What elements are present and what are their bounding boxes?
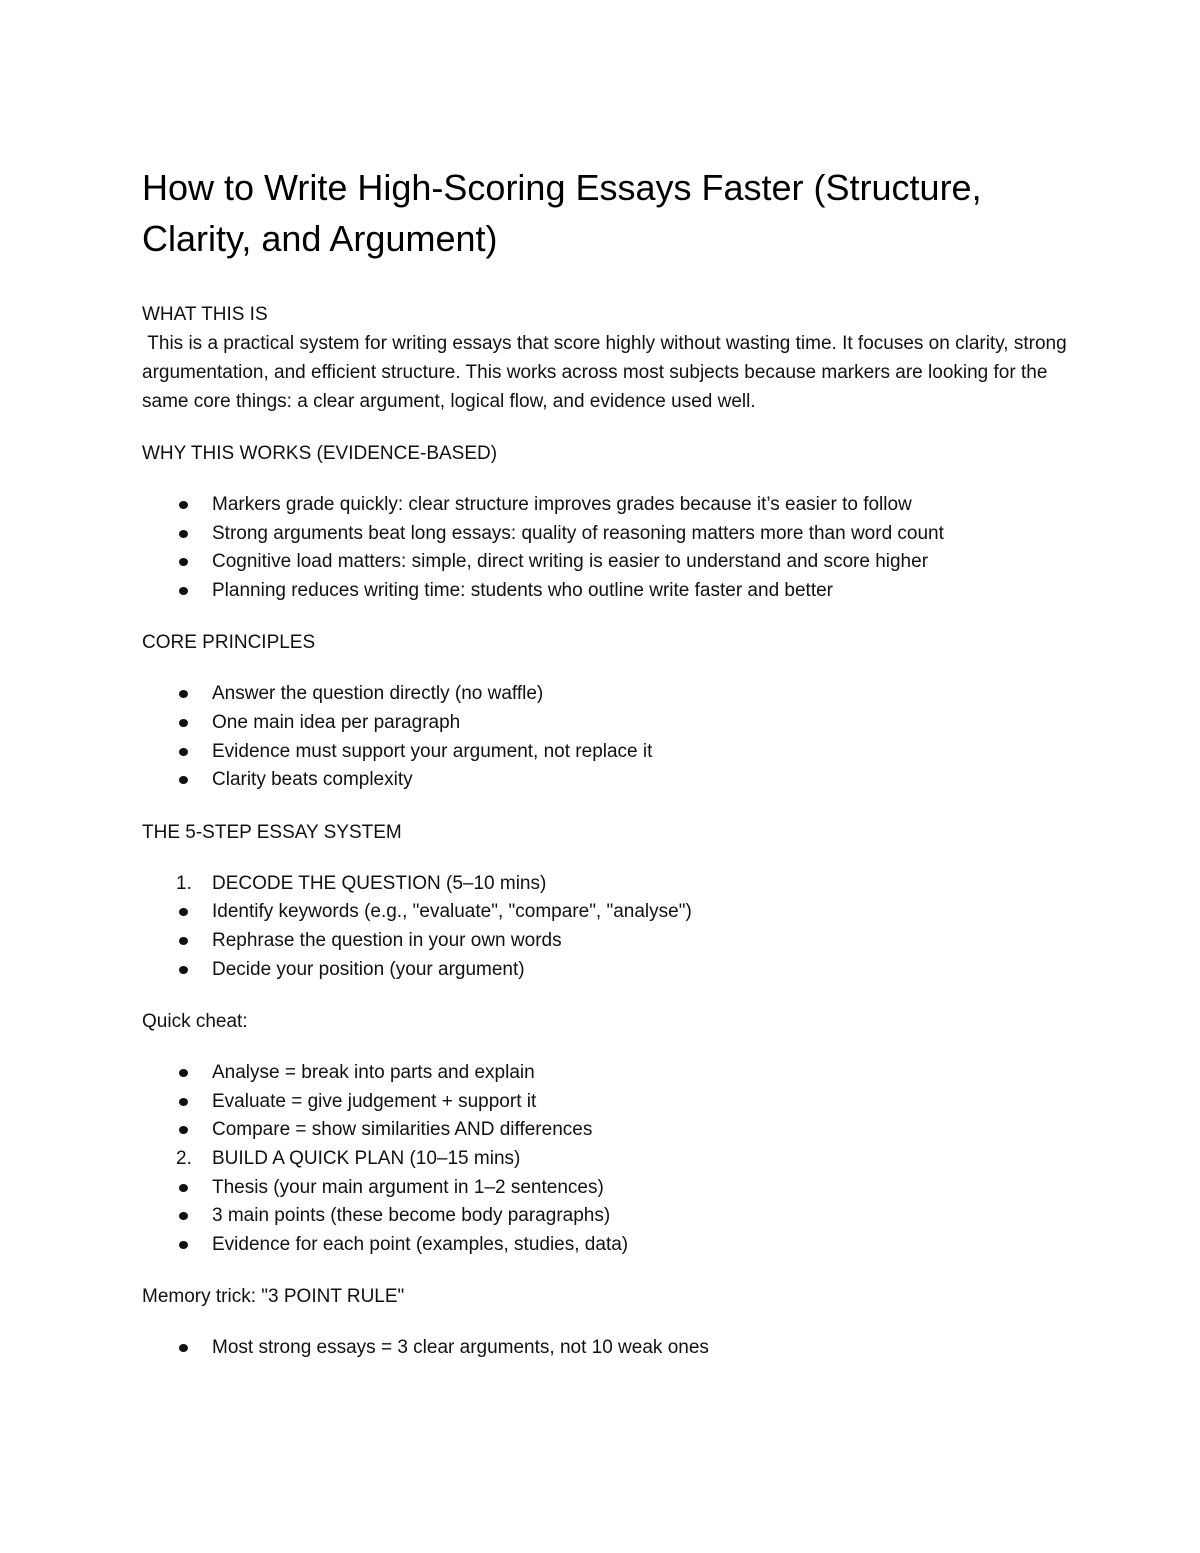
list-item: Analyse = break into parts and explain <box>142 1059 1072 1088</box>
bullet-icon <box>179 908 188 916</box>
step-number: 2. <box>176 1147 192 1169</box>
list-item: Evidence must support your argument, not replace it <box>142 738 1072 767</box>
bullet-icon <box>179 1069 188 1077</box>
bullet-icon <box>179 1212 188 1220</box>
list-item: Planning reduces writing time: students who outline write faster and better <box>142 577 1072 606</box>
why-this-works-list <box>142 491 1072 605</box>
list-item: Decide your position (your argument) <box>142 956 1072 985</box>
numbered-step-one: 1. DECODE THE QUESTION (5–10 mins) <box>142 870 1072 899</box>
list-item: One main idea per paragraph <box>142 709 1072 738</box>
list-item: Compare = show similarities AND differences <box>142 1116 1072 1145</box>
what-this-is-body: This is a practical system for writing essays that score highly without wasting time. It focuses on clarity, strong argumentation, and efficient structure. This works across most subjects because markers are looking for the same core things: a clear argument, logical flow, and evidence used well. <box>142 333 1072 412</box>
document-page <box>142 162 1072 1363</box>
bullet-icon <box>179 719 188 727</box>
why-this-works-heading: WHY THIS WORKS (EVIDENCE-BASED) <box>142 443 498 464</box>
document-title: How to Write High-Scoring Essays Faster (Structure, Clarity, and Argument) <box>142 167 982 259</box>
bullet-icon <box>179 1126 188 1134</box>
list-item: Strong arguments beat long essays: quality of reasoning matters more than word count <box>142 520 1072 549</box>
list-item: Identify keywords (e.g., "evaluate", "compare", "analyse") <box>142 898 1072 927</box>
bullet-icon <box>179 1184 188 1192</box>
bullet-icon <box>179 1241 188 1249</box>
bullet-icon <box>179 1344 188 1352</box>
list-item: Rephrase the question in your own words <box>142 927 1072 956</box>
list-item: 3 main points (these become body paragraphs) <box>142 1202 1072 1231</box>
bullet-icon <box>179 501 188 509</box>
memory-trick-label: Memory trick: "3 POINT RULE" <box>142 1286 405 1308</box>
list-item: Evaluate = give judgement + support it <box>142 1088 1072 1117</box>
quick-cheat-label: Quick cheat: <box>142 1011 248 1033</box>
list-item: Cognitive load matters: simple, direct writing is easier to understand and score higher <box>142 548 1072 577</box>
memory-trick-list <box>142 1334 1072 1363</box>
bullet-icon <box>179 530 188 538</box>
bullet-icon <box>179 937 188 945</box>
five-step-heading: THE 5-STEP ESSAY SYSTEM <box>142 821 402 843</box>
bullet-icon <box>179 776 188 784</box>
list-item: Evidence for each point (examples, studies, data) <box>142 1231 1072 1260</box>
list-item: Answer the question directly (no waffle) <box>142 680 1072 709</box>
list-item: Thesis (your main argument in 1–2 sentences) <box>142 1174 1072 1203</box>
bullet-icon <box>179 748 188 756</box>
list-item: Clarity beats complexity <box>142 766 1072 795</box>
step-number: 1. <box>176 872 192 894</box>
bullet-icon <box>179 1098 188 1106</box>
bullet-icon <box>179 966 188 974</box>
list-item: Markers grade quickly: clear structure improves grades because it’s easier to follow <box>142 491 1072 520</box>
quick-cheat-list <box>142 1059 1072 1259</box>
numbered-step-two: 2. BUILD A QUICK PLAN (10–15 mins) <box>142 1145 1072 1174</box>
core-principles-list <box>142 680 1072 794</box>
step-one-list <box>142 870 1072 984</box>
bullet-icon <box>179 558 188 566</box>
bullet-icon <box>179 690 188 698</box>
core-principles-heading: CORE PRINCIPLES <box>142 632 316 654</box>
list-item: Most strong essays = 3 clear arguments, not 10 weak ones <box>142 1334 1072 1363</box>
what-this-is-heading: WHAT THIS IS <box>142 304 268 325</box>
bullet-icon <box>179 587 188 595</box>
